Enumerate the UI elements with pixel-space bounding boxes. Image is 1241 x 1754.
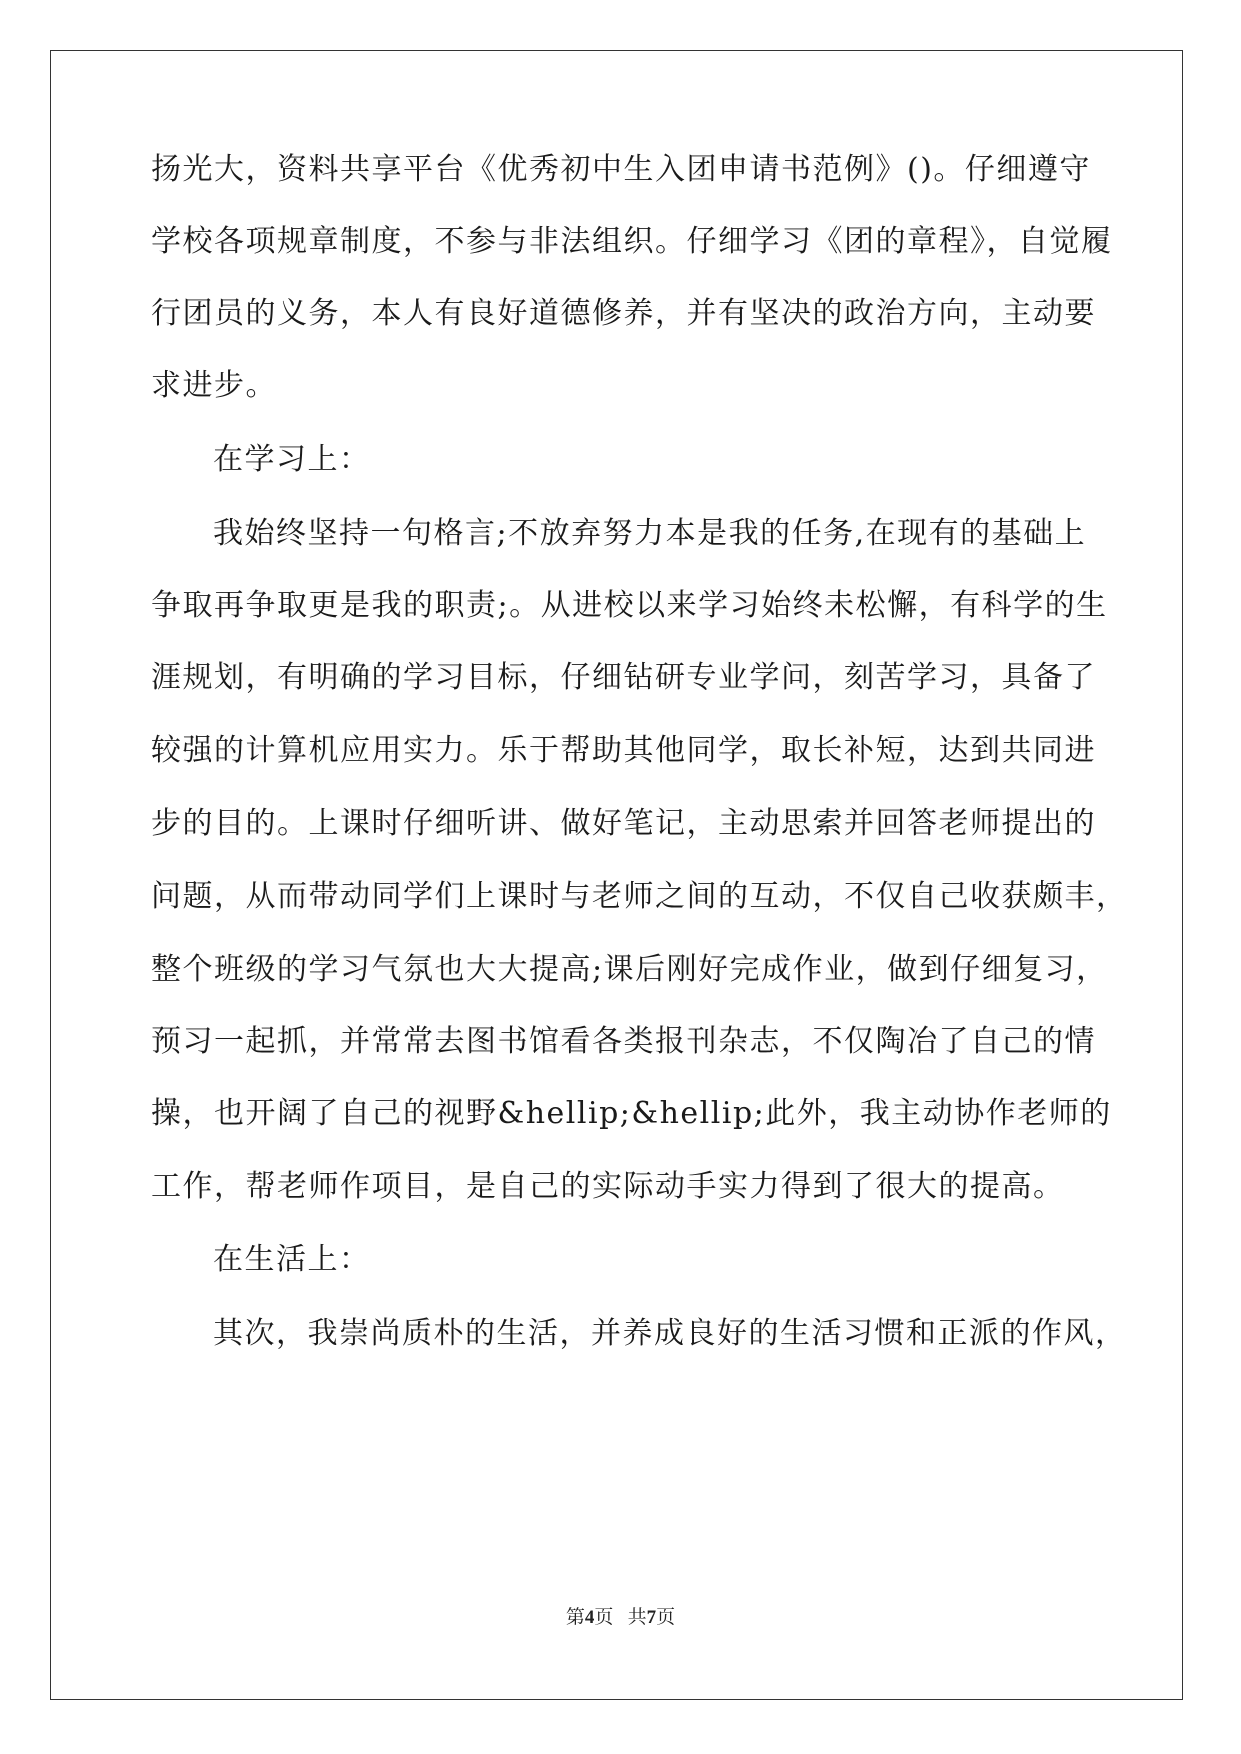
text-line: 较强的计算机应用实力。乐于帮助其他同学，取长补短，达到共同进 (151, 733, 1096, 768)
total-page-number: 7 (646, 1607, 657, 1628)
text-line: 预习一起抓，并常常去图书馆看各类报刊杂志，不仅陶冶了自己的情 (151, 1024, 1096, 1059)
text-line: 涯规划，有明确的学习目标，仔细钻研专业学问，刻苦学习，具备了 (151, 660, 1096, 695)
text-line: 扬光大，资料共享平台《优秀初中生入团申请书范例》()。仔细遵守 (151, 152, 1091, 187)
text-line: 行团员的义务，本人有良好道德修养，并有坚决的政治方向，主动要 (151, 296, 1096, 331)
text-line: 求进步。 (151, 368, 277, 403)
text-line: 其次，我崇尚质朴的生活，并养成良好的生活习惯和正派的作风， (213, 1316, 1127, 1351)
section-heading-life: 在生活上： (213, 1242, 371, 1277)
page-suffix: 页 (594, 1607, 614, 1628)
text-line: 我始终坚持一句格言;不放弃努力本是我的任务,在现有的基础上 (213, 516, 1087, 551)
page-prefix: 第 (565, 1607, 585, 1628)
text-line: 争取再争取更是我的职责;。从进校以来学习始终未松懈，有科学的生 (151, 588, 1108, 623)
text-line: 问题，从而带动同学们上课时与老师之间的互动，不仅自己收获颇丰， (151, 879, 1128, 914)
section-heading-study: 在学习上： (213, 442, 371, 477)
total-prefix: 共 (627, 1607, 647, 1628)
text-line: 工作，帮老师作项目，是自己的实际动手实力得到了很大的提高。 (151, 1169, 1065, 1204)
text-line: 步的目的。上课时仔细听讲、做好笔记，主动思索并回答老师提出的 (151, 806, 1096, 841)
text-line: 整个班级的学习气氛也大大提高;课后刚好完成作业，做到仔细复习， (151, 952, 1108, 987)
current-page-number: 4 (584, 1607, 595, 1628)
text-line: 学校各项规章制度，不参与非法组织。仔细学习《团的章程》，自觉履 (151, 224, 1113, 259)
page-footer (0, 1602, 1241, 1629)
total-suffix: 页 (656, 1607, 676, 1628)
text-line: 操，也开阔了自己的视野&hellip;&hellip;此外，我主动协作老师的 (151, 1096, 1112, 1131)
